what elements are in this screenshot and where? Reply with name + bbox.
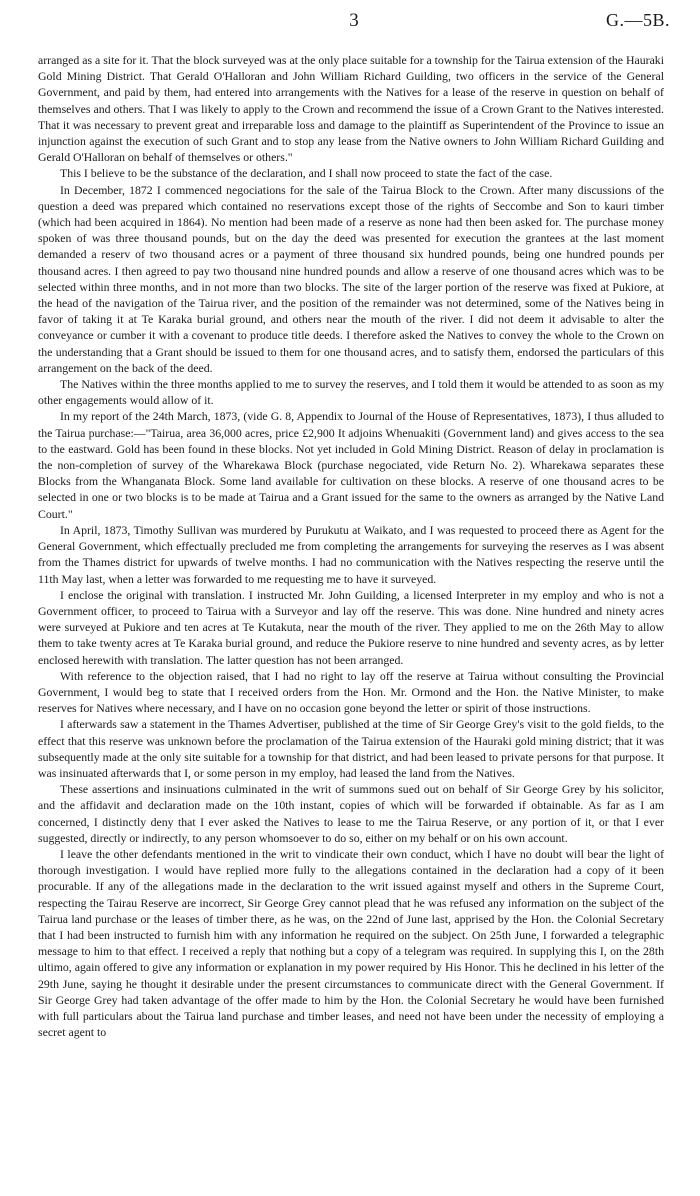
paragraph: These assertions and insinuations culminated in the writ of summons sued out on behalf of Sir George Grey by his solicitor, and the affidavit and declaration made on the 10th instant, copies of which will be forwarded if obtainable. As far as I am concerned, I distinctly deny that I ever asked the Natives to lease to me the Tairua Reserve, or any portion of it, or that I ever suggested, directly or indirectly, to any person whomsoever to do so, either on my behalf or on his own account. xyxy=(38,782,664,845)
paragraph: With reference to the objection raised, that I had no right to lay off the reserve at Tairua without consulting the Provincial Government, I would beg to state that I received orders from the Hon. Mr. Ormond and the Hon. the Native Minister, to make reserves for Natives where necessary, and I have on no occasion gone beyond the letter or spirit of those instructions. xyxy=(38,668,664,716)
paragraph: arranged as a site for it. That the block surveyed was at the only place suitable for a township for the Tairua extension of the Hauraki Gold Mining District. That Gerald O'Halloran and John William Richard Guilding, two officers in the service of the General Government, and paid by them, had entered into arrangements with the Natives for a lease of the reserve in question on behalf of themselves and others. That I was likely to apply to the Crown and recommend the issue of a Crown Grant to the Natives interested. That it was necessary to prevent great and irreparable loss and damage to the plaintiff as Superintendent of the Province to issue an injunction against the execution of such Grant and to stop any lease from the Native owners to John William Richard Guilding and Gerald O'Halloran on behalf of themselves or others." xyxy=(38,53,664,165)
page-header xyxy=(38,10,670,38)
document-body xyxy=(38,52,664,1040)
paragraph: I afterwards saw a statement in the Thames Advertiser, published at the time of Sir George Grey's visit to the gold fields, to the effect that this reserve was unknown before the proclamation of the Tairua extension of the Hauraki gold mining district; that it was subsequently made at the only site suitable for a township for that district, and had been leased to private persons for that purpose. It was insinuated afterwards that I, or some person in my employ, had leased the land from the Natives. xyxy=(38,717,664,780)
paragraph: This I believe to be the substance of the declaration, and I shall now proceed to state the fact of the case. xyxy=(60,166,553,181)
paragraph: In December, 1872 I commenced negociations for the sale of the Tairua Block to the Crown. After many discussions of the question a deed was prepared which contained no reservations except those of the rights of Seccombe and Son to kauri timber (which had been acquired in 1864). No mention had been made of a reserve as none had then been asked for. The purchase money spoken of was three thousand pounds, but on the day the deed was presented for execution the grantees at the last moment demanded a reserv of two thousand acres or a payment of three thousand six hundred pounds, being one hundred pounds per thousand acres. I then agreed to pay two thousand nine hundred pounds and allow a reserve of one thousand acres which was to be selected within three months, and in not more than two blocks. The site of the larger portion of the reserve was fixed at Pukiore, at the head of the navigation of the Tairua river, and the position of the remainder was not determined, some of the Natives being in favor of taking it at Te Karaka burial ground, and others near the mouth of the river. I did not deem it advisable to alter the conveyance or cumber it with a covenant to produce title deeds. I therefore asked the Natives to convey the whole to the Crown on the understanding that a Grant should be issued to them for one thousand acres, and to satisfy them, endorsed the particulars of this arrangement on the back of the deed. xyxy=(38,182,664,375)
document-reference: G.—5B. xyxy=(605,10,670,30)
paragraph: I enclose the original with translation. I instructed Mr. John Guilding, a licensed Interpreter in my employ and who is not a Government officer, to proceed to Tairua with a Surveyor and lay off the reserve. This was done. Nine hundred and ninety acres were surveyed at Pukiore and ten acres at Te Kutakuta, near the mouth of the river. They applied to me on the 26th May to allow them to take twenty acres at Te Karaka burial ground, and reduce the Pukiore reserve to nine hundred and seventy acres, as by letter enclosed herewith with translation. The latter question has not been arranged. xyxy=(38,587,664,667)
page-number: 3 xyxy=(349,10,359,31)
paragraph: I leave the other defendants mentioned in the writ to vindicate their own conduct, which I have no doubt will bear the light of thorough investigation. I would have replied more fully to the allegations contained in the declaration had a copy of it been procurable. If any of the allegations made in the declaration to the writ issued against myself and others in the Supreme Court, respecting the Tairau Reserve are incorrect, Sir George Grey cannot plead that he was refused any information on the subject of the Tairua land purchase or the leases of timber there, as he was, on the 22nd of June last, apprised by the Hon. the Colonial Secretary that I had been instructed to furnish him with any information he required on the subject. On 25th June, I forwarded a telegraphic message to him to that effect. I received a reply that nothing but a copy of a telegram was required. In supplying this I, on the 28th ultimo, again offered to give any information or explanation in my power required by His Honor. This he declined in his letter of the 29th June, saying he thought it desirable under the present circumstances to communicate direct with the General Government. If Sir George Grey had taken advantage of the offer made to him by the Hon. the Colonial Secretary he would have been furnished with full particulars about the Tairua land purchase and timber leases, and need not have been under the necessity of employing a secret agent to xyxy=(38,846,664,1040)
paragraph: The Natives within the three months applied to me to survey the reserves, and I told them it would be attended to as soon as my other engagements would allow of it. xyxy=(38,377,664,408)
paragraph: In April, 1873, Timothy Sullivan was murdered by Purukutu at Waikato, and I was requested to proceed there as Agent for the General Government, which effectually precluded me from completing the arrangements for surveying the reserves as I was absent from the Thames district for upwards of twelve months. I had no communication with the Natives respecting the reserve until the 11th May last, when a letter was forwarded to me requesting me to have it surveyed. xyxy=(38,522,664,586)
paragraph: In my report of the 24th March, 1873, (vide G. 8, Appendix to Journal of the House of Representatives, 1873), I thus alluded to the Tairua purchase:—"Tairua, area 36,000 acres, price £2,900 It adjoins Whenuakiti (Government land) and gives access to the sea to the eastward. Gold has been found in these blocks. Not yet included in Gold Mining District. Reason of delay in proclamation is the non-completion of survey of the Wharekawa Block (purchase negociated, vide Return No. 2). Wharekawa separates these Blocks from the Whanganata Block. Some land available for cultivation on these blocks. A reserve of one thousand acres to be selected in one or two blocks is to be made at Tairua and a Grant issued for the same to the owners as arranged by the Native Land Court." xyxy=(38,409,664,521)
